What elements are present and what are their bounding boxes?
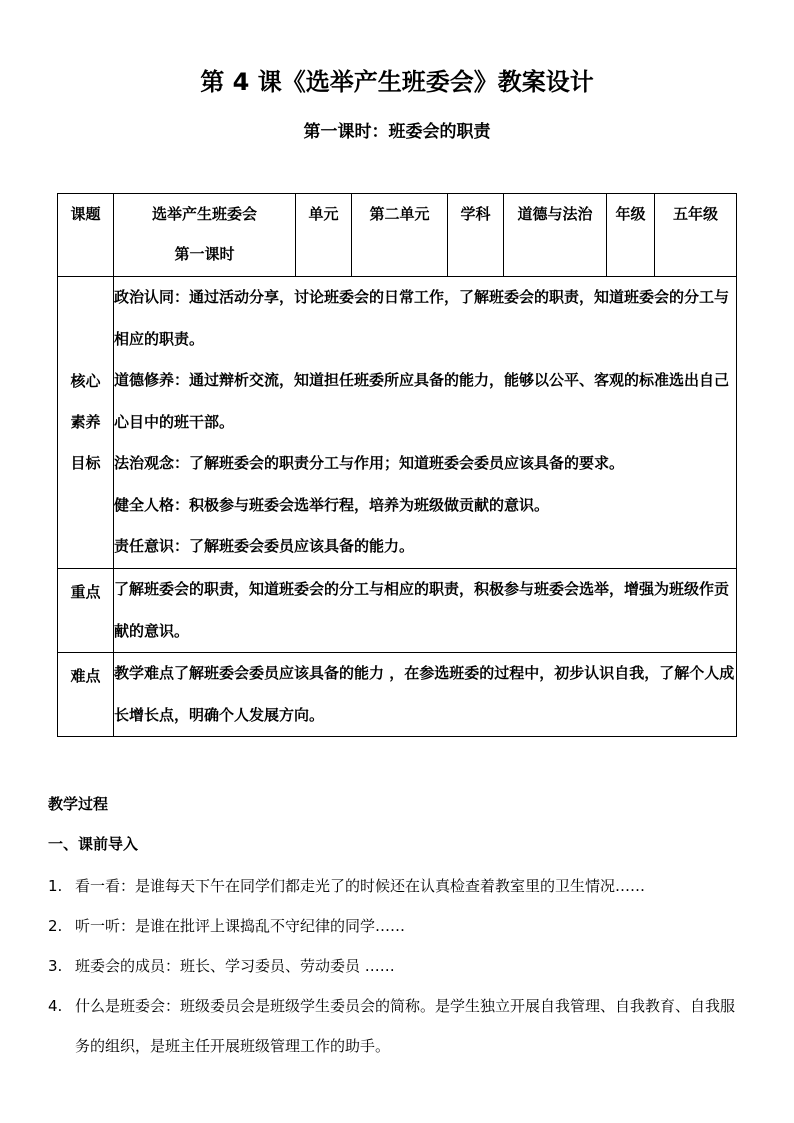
- list-item: [48, 946, 738, 986]
- unit-value: 第二单元: [352, 194, 448, 277]
- list-item-text: 什么是班委会：班级委员会是班级学生委员会的简称。是学生独立开展自我管理、自我教育、自我服务的组织，是班主任开展班级管理工作的助手。: [75, 997, 736, 1055]
- unit-label: 单元: [296, 194, 352, 277]
- core-goals-row: [58, 277, 737, 569]
- course-label: 课题: [58, 194, 114, 277]
- list-item: [48, 906, 738, 946]
- subject-label: 学科: [448, 194, 504, 277]
- core-label-line2: 素养: [70, 413, 101, 431]
- core-label-line1: 核心: [70, 372, 101, 390]
- intro-list: [48, 866, 738, 1066]
- key-point-text: 了解班委会的职责，知道班委会的分工与相应的职责，积极参与班委会选举，增强为班级作贡献的意识。: [114, 580, 730, 640]
- core-goal-item: 道德修养：通过辩析交流，知道担任班委所应具备的能力，能够以公平、客观的标准选出自己心目中的班干部。: [114, 371, 730, 431]
- core-goal-item: 健全人格：积极参与班委会选举行程，培养为班级做贡献的意识。: [114, 495, 550, 514]
- list-item-number: 3.: [48, 957, 63, 975]
- difficulty-row: [58, 653, 737, 737]
- document-subtitle: 第一课时：班委会的职责: [303, 122, 491, 142]
- list-item-number: 1.: [48, 877, 63, 895]
- key-point-label: 重点: [58, 569, 114, 653]
- key-point-content: [114, 569, 737, 653]
- list-item-text: 班委会的成员：班长、学习委员、劳动委员 ……: [75, 957, 395, 975]
- list-item-text: 看一看：是谁每天下午在同学们都走光了的时候还在认真检查着教室里的卫生情况……: [75, 877, 646, 895]
- lesson-plan-table: [57, 193, 737, 737]
- core-goal-item: 法治观念：了解班委会的职责分工与作用；知道班委会委员应该具备的要求。: [114, 454, 625, 472]
- grade-value: 五年级: [655, 194, 737, 277]
- core-label-line3: 目标: [70, 454, 101, 472]
- core-goals-label: [58, 277, 114, 569]
- list-item: [48, 866, 738, 906]
- process-heading: 教学过程: [48, 795, 109, 813]
- course-value-line1: 选举产生班委会: [151, 205, 257, 223]
- core-goal-item: 责任意识：了解班委会委员应该具备的能力。: [114, 537, 415, 555]
- course-value-line2: 第一课时: [174, 245, 235, 263]
- core-goals-content: [114, 277, 737, 569]
- header-row: [58, 194, 737, 277]
- difficulty-text: 教学难点了解班委会委员应该具备的能力 ，在参选班委的过程中，初步认识自我，了解个人成长增长点，明确个人发展方向。: [114, 664, 735, 724]
- core-goal-item: 政治认同：通过活动分享，讨论班委会的日常工作，了解班委会的职责，知道班委会的分工与相应的职责。: [114, 288, 730, 348]
- list-item: [48, 986, 738, 1066]
- section-heading-intro: 一、课前导入: [48, 835, 139, 853]
- grade-label: 年级: [607, 194, 655, 277]
- document-title: 第 4 课《选举产生班委会》教案设计: [200, 68, 594, 96]
- difficulty-content: [114, 653, 737, 737]
- course-value: [114, 194, 296, 277]
- difficulty-label: 难点: [58, 653, 114, 737]
- key-point-row: [58, 569, 737, 653]
- subject-value: 道德与法治: [504, 194, 607, 277]
- list-item-number: 4.: [48, 997, 63, 1015]
- list-item-text: 听一听：是谁在批评上课捣乱不守纪律的同学……: [75, 917, 406, 935]
- list-item-number: 2.: [48, 917, 63, 935]
